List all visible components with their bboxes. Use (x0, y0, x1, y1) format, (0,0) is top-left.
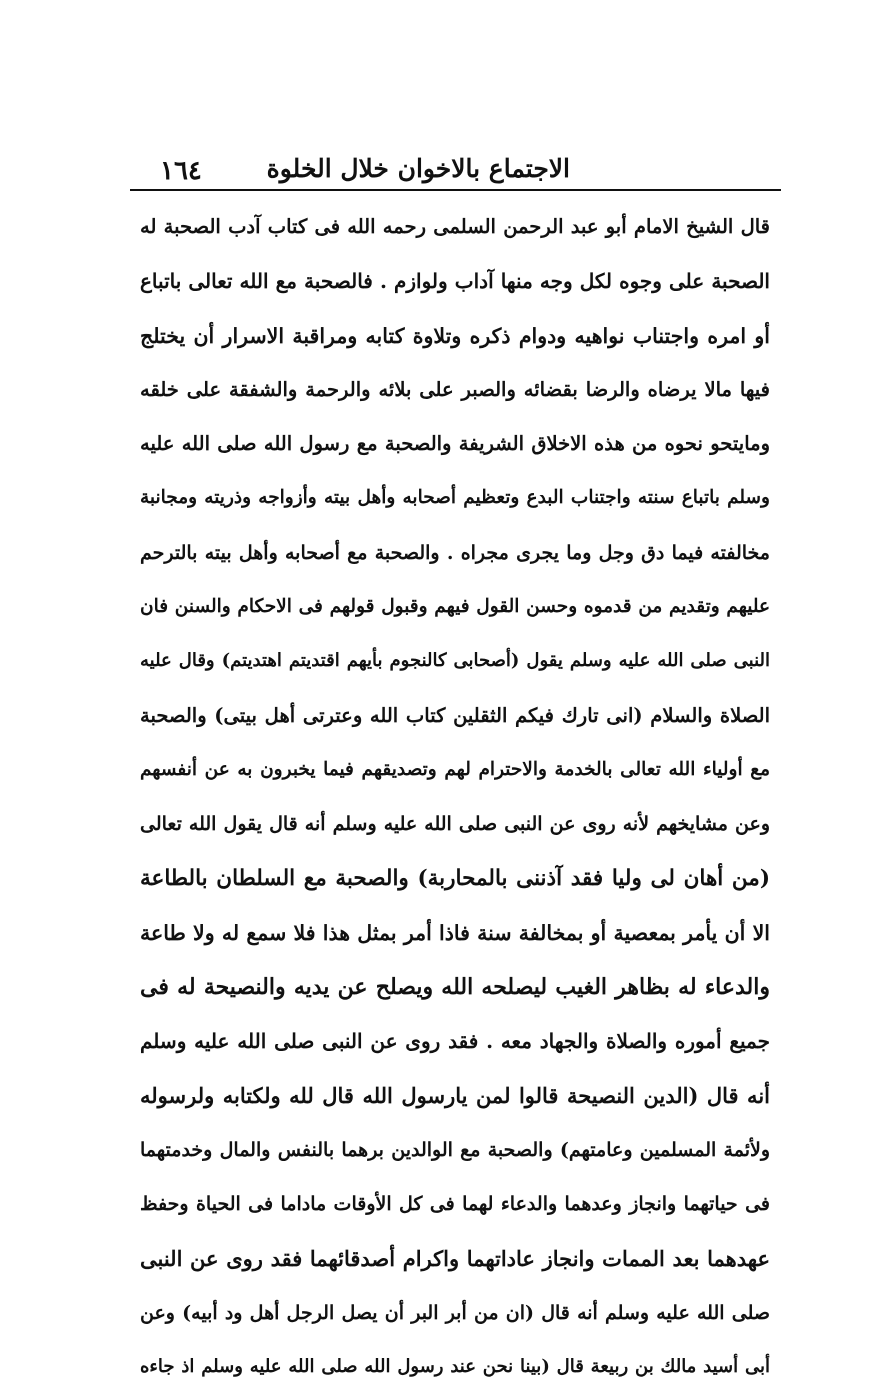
header-rule (130, 189, 781, 191)
body-text (140, 200, 770, 1395)
text-line: وعن مشايخهم لأنه روى عن النبى صلى الله عليه وسلم أنه قال يقول الله تعالى (140, 813, 770, 836)
text-line: النبى صلى الله عليه وسلم يقول (أصحابى كالنجوم بأيهم اقتديتم اهتديتم) وقال عليه (140, 650, 770, 672)
text-line: والدعاء له بظاهر الغيب ليصلحه الله ويصلح عن يديه والنصيحة له فى (140, 974, 770, 1001)
text-line: ومايتحو نحوه من هذه الاخلاق الشريفة والصحبة مع رسول الله صلى الله عليه (140, 432, 770, 456)
text-line: فيها مالا يرضاه والرضا بقضائه والصبر على بلائه والرحمة والشفقة على خلقه (140, 377, 770, 401)
text-line: أو امره واجتناب نواهيه ودوام ذكره وتلاوة كتابه ومراقبة الاسرار أن يختلج (140, 323, 770, 348)
text-line: الصحبة على وجوه لكل وجه منها آداب ولوازم . فالصحبة مع الله تعالى باتباع (140, 269, 770, 294)
page-header (130, 148, 780, 188)
text-line: الا أن يأمر بمعصية أو بمخالفة سنة فاذا أمر بمثل هذا فلا سمع له ولا طاعة (140, 920, 770, 945)
text-line: وسلم باتباع سنته واجتناب البدع وتعظيم أصحابه وأهل بيته وأزواجه وذريته ومجانبة (140, 487, 770, 509)
text-line: عليهم وتقديم من قدموه وحسن القول فيهم وقبول قولهم فى الاحكام والسنن فان (140, 596, 770, 618)
text-line: قال الشيخ الامام أبو عبد الرحمن السلمى رحمه الله فى كتاب آدب الصحبة له (140, 215, 770, 238)
text-line: (من أهان لى وليا فقد آذننى بالمحاربة) والصحبة مع السلطان بالطاعة (140, 865, 770, 891)
text-line: جميع أموره والصلاة والجهاد معه . فقد روى عن النبى صلى الله عليه وسلم (140, 1029, 770, 1054)
text-line: ولأئمة المسلمين وعامتهم) والصحبة مع الوالدين برهما بالنفس والمال وخدمتهما (140, 1139, 770, 1162)
text-line: أنه قال (الدين النصيحة قالوا لمن يارسول الله قال لله ولكتابه ولرسوله (140, 1082, 770, 1108)
text-line: فى حياتهما وانجاز وعدهما والدعاء لهما فى كل الأوقات ماداما فى الحياة وحفظ (140, 1193, 770, 1216)
page-number: ١٦٤ (160, 156, 202, 186)
running-title: الاجتماع بالاخوان خلال الخلوة (266, 154, 570, 183)
text-line: صلى الله عليه وسلم أنه قال (ان من أبر البر أن يصل الرجل أهل ود أبيه) وعن (140, 1301, 770, 1324)
text-line: مع أولياء الله تعالى بالخدمة والاحترام لهم وتصديقهم فيما يخبرون به عن أنفسهم (140, 758, 770, 780)
text-line: أبى أسيد مالك بن ربيعة قال (بينا نحن عند رسول الله صلى الله عليه وسلم اذ جاءه (140, 1356, 770, 1378)
text-line: مخالفته فيما دق وجل وما يجرى مجراه . والصحبة مع أصحابه وأهل بيته بالترحم (140, 541, 770, 564)
text-line: الصلاة والسلام (انى تارك فيكم الثقلين كتاب الله وعترتى أهل بيتى) والصحبة (140, 703, 770, 727)
text-line: عهدهما بعد الممات وانجاز عاداتهما واكرام أصدقائهما فقد روى عن النبى (140, 1245, 770, 1271)
